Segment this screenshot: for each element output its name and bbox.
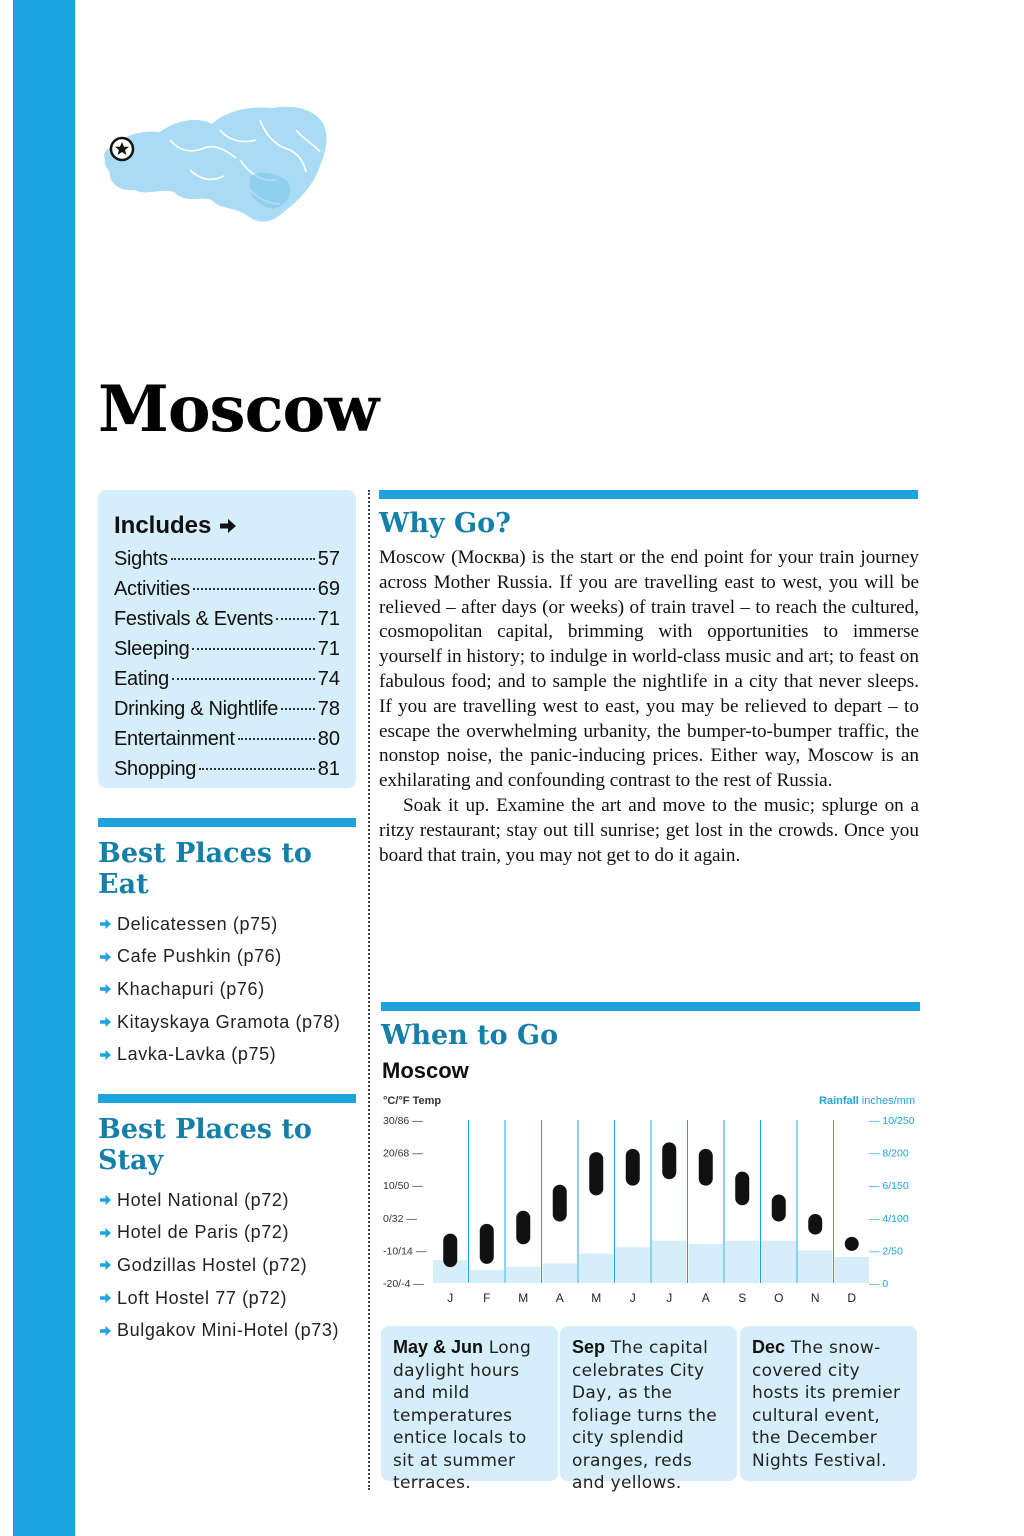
includes-item-page: 71 xyxy=(317,638,340,660)
section-rule xyxy=(98,1094,356,1103)
month-note-text: Long daylight hours and mild temperatures entice locals to sit at summer terraces. xyxy=(393,1338,532,1493)
best-eat-heading: Best Places to Eat xyxy=(98,838,312,900)
rainfall-bar xyxy=(652,1241,687,1283)
includes-item-page: 78 xyxy=(317,698,340,720)
month-note-lead: Sep xyxy=(572,1337,606,1357)
list-item-label: Cafe Pushkin (p76) xyxy=(117,946,282,967)
list-item-label: Delicatessen (p75) xyxy=(117,913,278,934)
rainfall-bar xyxy=(616,1247,651,1283)
right-tick-label: — 6/150 xyxy=(869,1180,909,1193)
side-color-bar xyxy=(13,0,75,1536)
arrow-bullet-icon xyxy=(100,952,111,962)
temperature-range-mark xyxy=(845,1237,859,1251)
month-note xyxy=(560,1326,737,1493)
arrow-bullet-icon xyxy=(100,1195,111,1205)
right-tick-label: — 2/50 xyxy=(869,1245,903,1258)
best-eat-list xyxy=(100,908,340,1071)
chart-city-label: Moscow xyxy=(382,1058,469,1083)
rainfall-bar xyxy=(689,1244,724,1283)
temperature-range-mark xyxy=(480,1224,494,1264)
rainfall-bar xyxy=(470,1270,505,1283)
list-item[interactable] xyxy=(100,1184,339,1217)
best-stay-list xyxy=(100,1184,339,1347)
list-item-label: Loft Hostel 77 (p72) xyxy=(117,1287,288,1308)
leader-dots xyxy=(193,588,315,590)
list-item-label: Godzillas Hostel (p72) xyxy=(117,1254,308,1275)
why-go-body xyxy=(379,546,919,868)
when-to-go-heading: When to Go xyxy=(381,1020,559,1051)
includes-item[interactable] xyxy=(114,754,340,784)
month-label: J xyxy=(447,1291,454,1305)
list-item[interactable] xyxy=(100,1038,340,1071)
includes-item-label: Eating xyxy=(114,668,169,690)
includes-item-page: 74 xyxy=(317,668,340,690)
leader-dots xyxy=(199,768,315,770)
month-label: D xyxy=(847,1291,857,1305)
month-label: F xyxy=(483,1291,491,1305)
temperature-range-mark xyxy=(808,1214,822,1235)
rainfall-bar xyxy=(506,1267,541,1283)
rainfall-bar xyxy=(543,1263,578,1283)
list-item-label: Hotel de Paris (p72) xyxy=(117,1222,290,1243)
list-item-label: Hotel National (p72) xyxy=(117,1189,290,1210)
temperature-range-mark xyxy=(553,1185,567,1222)
arrow-right-icon xyxy=(219,518,237,534)
arrow-bullet-icon xyxy=(100,984,111,994)
includes-item-label: Festivals & Events xyxy=(114,608,274,630)
includes-item-page: 71 xyxy=(317,608,340,630)
leader-dots xyxy=(276,618,315,620)
right-tick-label: — 8/200 xyxy=(869,1147,909,1160)
month-label: J xyxy=(666,1291,673,1305)
includes-item-label: Sleeping xyxy=(114,638,190,660)
left-tick-label: 0/32 — xyxy=(383,1212,417,1225)
why-go-heading: Why Go? xyxy=(379,508,511,539)
right-tick-label: — 0 xyxy=(869,1278,889,1290)
includes-item[interactable] xyxy=(114,544,340,574)
includes-heading xyxy=(114,512,340,540)
left-tick-label: -20/-4 — xyxy=(383,1278,424,1290)
leader-dots xyxy=(171,558,315,560)
climate-chart xyxy=(381,1090,921,1312)
arrow-bullet-icon xyxy=(100,1326,111,1336)
month-note-text: The snow-covered city hosts its premier cultural event, the December Nights Festival. xyxy=(752,1338,901,1471)
rainfall-bar xyxy=(762,1241,797,1283)
includes-item-page: 69 xyxy=(317,578,340,600)
temperature-range-mark xyxy=(662,1142,676,1179)
right-axis-title: Rainfall inches/mm xyxy=(819,1095,915,1107)
left-tick-label: -10/14 — xyxy=(383,1245,427,1258)
list-item[interactable] xyxy=(100,1249,339,1282)
left-tick-label: 10/50 — xyxy=(383,1180,423,1193)
temperature-range-mark xyxy=(626,1149,640,1186)
month-note-text: The capital celebrates City Day, as the foliage turns the city splendid oranges, reds and yellows. xyxy=(572,1338,718,1493)
leader-dots xyxy=(238,738,315,740)
temperature-range-mark xyxy=(699,1149,713,1186)
arrow-bullet-icon xyxy=(100,1050,111,1060)
includes-item[interactable] xyxy=(114,694,340,724)
list-item[interactable] xyxy=(100,1006,340,1039)
month-label: M xyxy=(591,1291,602,1305)
temperature-range-mark xyxy=(516,1211,530,1245)
month-label: O xyxy=(774,1291,784,1305)
list-item-label: Kitayskaya Gramota (p78) xyxy=(117,1011,341,1032)
includes-item[interactable] xyxy=(114,604,340,634)
list-item[interactable] xyxy=(100,973,340,1006)
arrow-bullet-icon xyxy=(100,1260,111,1270)
left-tick-label: 20/68 — xyxy=(383,1147,423,1160)
section-rule xyxy=(381,1002,920,1011)
temperature-range-mark xyxy=(589,1152,603,1195)
list-item[interactable] xyxy=(100,908,340,941)
includes-item[interactable] xyxy=(114,724,340,754)
list-item[interactable] xyxy=(100,941,340,974)
includes-item-page: 57 xyxy=(317,548,340,570)
star-marker-icon xyxy=(111,138,133,160)
list-item[interactable] xyxy=(100,1217,339,1250)
arrow-bullet-icon xyxy=(100,1228,111,1238)
list-item-label: Khachapuri (p76) xyxy=(117,978,265,999)
includes-item[interactable] xyxy=(114,664,340,694)
month-note-lead: May & Jun xyxy=(393,1337,484,1357)
rainfall-bar xyxy=(725,1241,760,1283)
list-item-label: Lavka-Lavka (p75) xyxy=(117,1044,277,1065)
page-title: Moscow xyxy=(98,372,379,447)
month-note xyxy=(381,1326,558,1493)
includes-item[interactable] xyxy=(114,574,340,604)
month-label: J xyxy=(629,1291,636,1305)
why-go-paragraph: Soak it up. Examine the art and move to the music; splurge on a ritzy restaurant; stay out till sunrise; get lost in the crowds. Once you board that train, you may not get to do it again. xyxy=(379,794,919,866)
includes-item-label: Sights xyxy=(114,548,168,570)
includes-item-label: Entertainment xyxy=(114,728,235,750)
list-item-label: Bulgakov Mini-Hotel (p73) xyxy=(117,1320,340,1341)
best-stay-heading: Best Places to Stay xyxy=(98,1114,312,1176)
leader-dots xyxy=(192,648,314,650)
left-tick-label: 30/86 — xyxy=(383,1115,423,1127)
column-divider xyxy=(368,490,370,1490)
list-item[interactable] xyxy=(100,1314,339,1347)
right-tick-label: — 4/100 xyxy=(869,1212,909,1225)
month-label: M xyxy=(518,1291,529,1305)
rainfall-bar xyxy=(798,1250,833,1283)
month-label: A xyxy=(555,1291,564,1305)
includes-box xyxy=(98,490,356,788)
includes-item-label: Shopping xyxy=(114,758,197,780)
month-label: A xyxy=(701,1291,710,1305)
arrow-bullet-icon xyxy=(100,1017,111,1027)
month-label: S xyxy=(738,1291,747,1305)
includes-item-page: 81 xyxy=(317,758,340,780)
temperature-range-mark xyxy=(735,1172,749,1206)
why-go-paragraph: Moscow (Москва) is the start or the end point for your train journey across Mother Russia. If you are travelling east to west, you will be relieved – after days (or weeks) of train travel – to reach the cultured, cosmopolitan capital, brimming with opportunities to immerse yourself in history; to indulge in world-class music and art; to feast on fabulous food; and to sample the nightlife in a city that never sleeps. If you are travelling west to east, you may be relieved to depart – to escape the overwhelming urbanity, the bumper-to-bumper traffic, the nonstop noise, the panic-inducing prices. Either way, Moscow is an exhilarating and confounding contrast to the rest of Russia. xyxy=(379,547,919,792)
arrow-bullet-icon xyxy=(100,919,111,929)
leader-dots xyxy=(281,708,315,710)
includes-item-label: Activities xyxy=(114,578,190,600)
leader-dots xyxy=(172,678,315,680)
includes-item[interactable] xyxy=(114,634,340,664)
includes-heading-label: Includes xyxy=(114,512,212,539)
left-axis-title: °C/°F Temp xyxy=(383,1095,442,1107)
month-label: N xyxy=(810,1291,820,1305)
includes-item-page: 80 xyxy=(317,728,340,750)
rainfall-bar xyxy=(579,1254,614,1283)
list-item[interactable] xyxy=(100,1282,339,1315)
month-note-lead: Dec xyxy=(752,1337,786,1357)
month-note xyxy=(740,1326,917,1481)
russia-locator-map xyxy=(100,100,330,230)
right-tick-label: — 10/250 xyxy=(869,1115,915,1127)
temperature-range-mark xyxy=(772,1195,786,1222)
rainfall-bar xyxy=(835,1257,870,1283)
includes-item-label: Drinking & Nightlife xyxy=(114,698,279,720)
temperature-range-mark xyxy=(443,1234,457,1268)
arrow-bullet-icon xyxy=(100,1293,111,1303)
section-rule xyxy=(379,490,918,499)
section-rule xyxy=(98,818,356,827)
